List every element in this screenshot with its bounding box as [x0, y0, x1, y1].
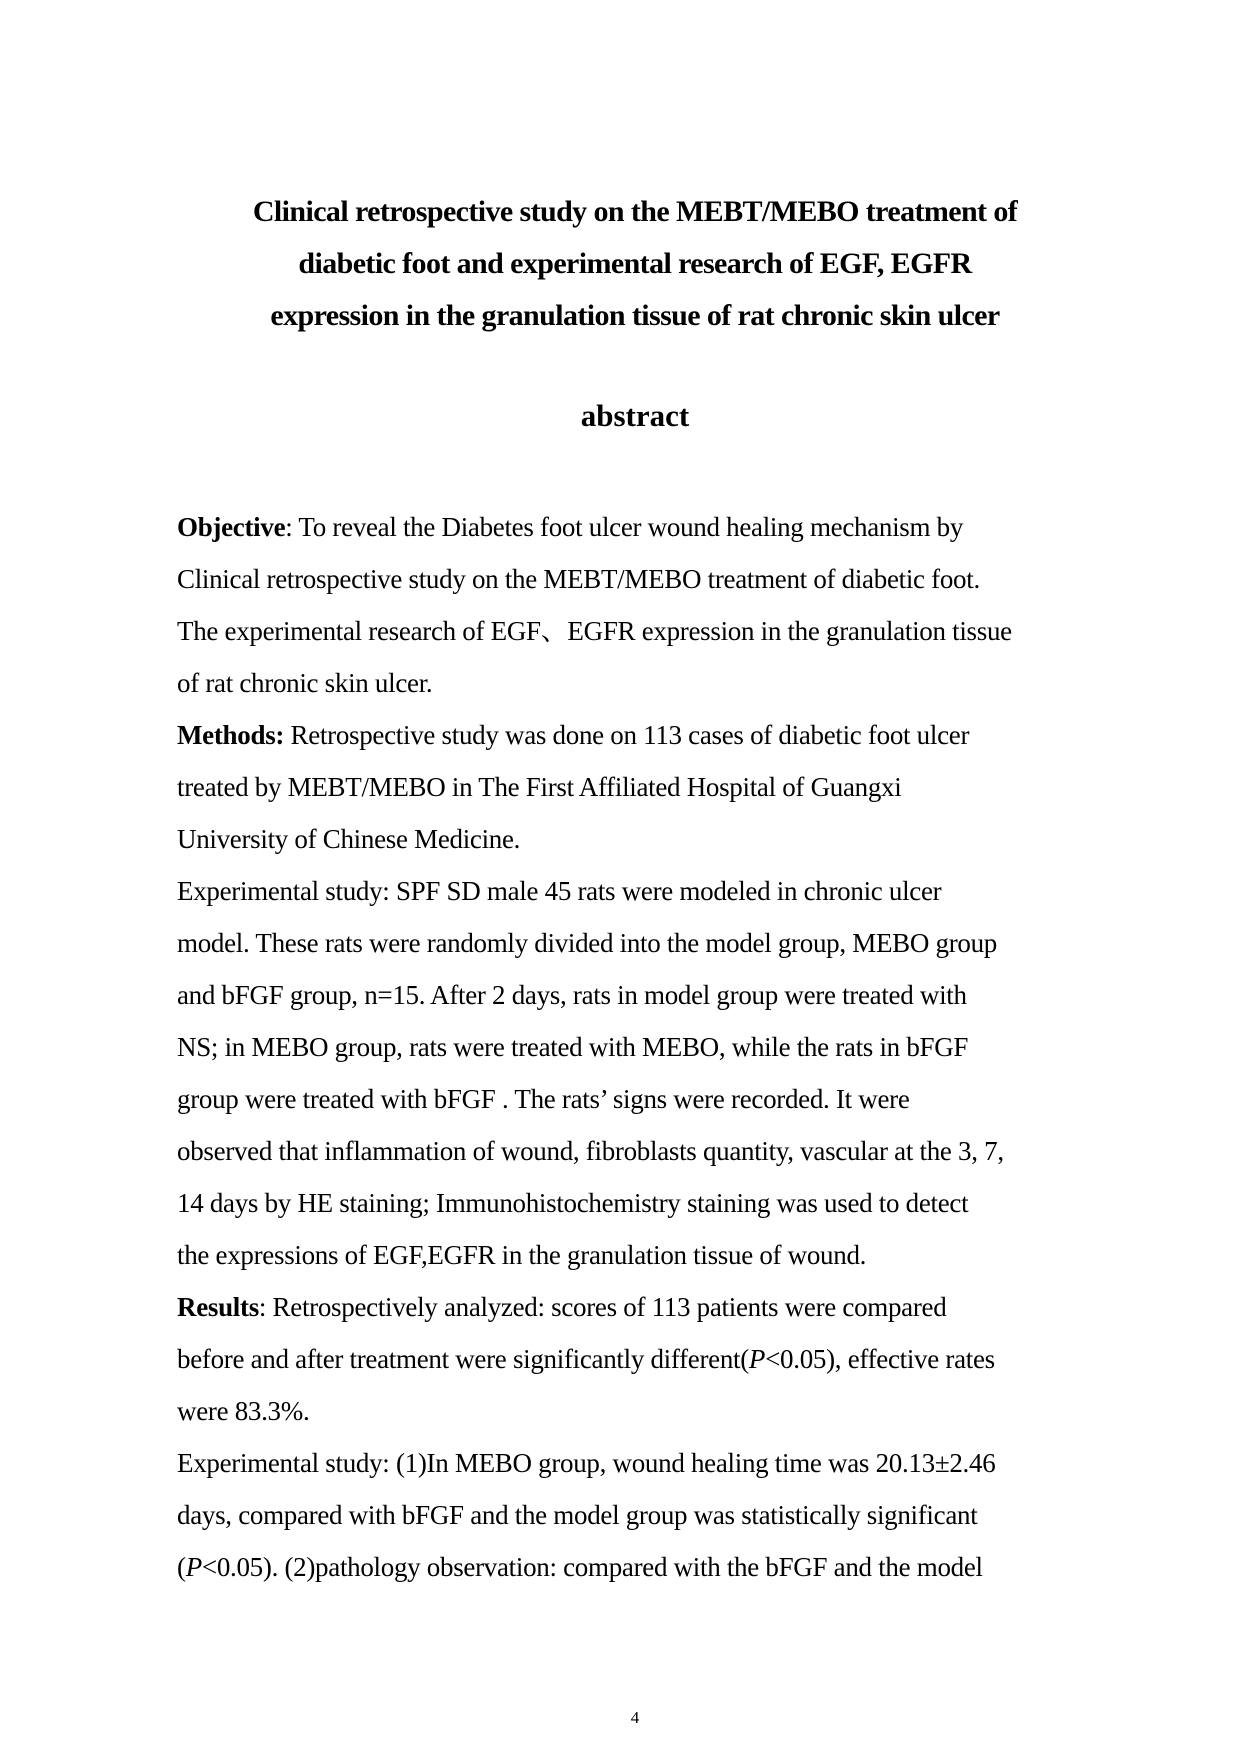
- results-text-1: : Retrospectively analyzed: scores of 113 patients were compared: [258, 1292, 947, 1322]
- page-number: 4: [630, 1708, 640, 1727]
- experimental-methods-line-1: Experimental study: SPF SD male 45 rats were modeled in chronic ulcer: [177, 876, 942, 906]
- results-text-2a: before and after treatment were significantly different(: [177, 1344, 749, 1374]
- experimental-results-line-1: Experimental study: (1)In MEBO group, wound healing time was 20.13±2.46: [177, 1448, 996, 1478]
- experimental-results-text-3: <0.05). (2)pathology observation: compared with the bFGF and the model: [201, 1552, 983, 1582]
- methods-label: Methods:: [177, 720, 285, 750]
- objective-line-1: [177, 501, 1107, 553]
- methods-line-3: University of Chinese Medicine.: [177, 824, 521, 854]
- title-line-2: diabetic foot and experimental research of EGF, EGFR: [298, 247, 972, 280]
- experimental-methods-line-3: and bFGF group, n=15. After 2 days, rats in model group were treated with: [177, 980, 967, 1010]
- methods-line-2: treated by MEBT/MEBO in The First Affiliated Hospital of Guangxi: [177, 772, 902, 802]
- experimental-methods-line-6: observed that inflammation of wound, fibroblasts quantity, vascular at the 3, 7,: [177, 1136, 1004, 1166]
- title-line-1: Clinical retrospective study on the MEBT/MEBO treatment of: [252, 195, 1018, 228]
- results-line-2: [177, 1333, 1107, 1385]
- objective-line-4: of rat chronic skin ulcer.: [177, 668, 433, 698]
- experimental-methods-line-5: group were treated with bFGF . The rats’ signs were recorded. It were: [177, 1084, 910, 1114]
- experimental-methods-line-4: NS; in MEBO group, rats were treated with MEBO, while the rats in bFGF: [177, 1032, 969, 1062]
- p-value-symbol: P: [748, 1344, 766, 1374]
- abstract-heading: abstract: [580, 398, 690, 433]
- experimental-methods-line-8: the expressions of EGF,EGFR in the granulation tissue of wound.: [177, 1240, 867, 1270]
- objective-line-2: Clinical retrospective study on the MEBT/MEBO treatment of diabetic foot.: [177, 564, 980, 594]
- experimental-methods-line-7: 14 days by HE staining; Immunohistochemistry staining was used to detect: [177, 1188, 969, 1218]
- results-text-2b: <0.05), effective rates: [765, 1344, 995, 1374]
- p-value-symbol: P: [185, 1552, 202, 1582]
- experimental-results-line-3: [177, 1541, 1107, 1593]
- experimental-results-line-2: days, compared with bFGF and the model group was statistically significant: [177, 1500, 978, 1530]
- objective-line-3: The experimental research of EGF、EGFR expression in the granulation tissue: [177, 616, 1012, 646]
- paper-title: [170, 186, 1100, 342]
- title-line-3: expression in the granulation tissue of rat chronic skin ulcer: [270, 299, 1000, 332]
- results-line-1: [177, 1281, 1107, 1333]
- objective-text-1: : To reveal the Diabetes foot ulcer wound healing mechanism by: [285, 512, 964, 542]
- experimental-results-open-paren: (: [177, 1552, 186, 1582]
- methods-text-1: Retrospective study was done on 113 cases of diabetic foot ulcer: [284, 720, 970, 750]
- abstract-body: [177, 501, 1107, 1593]
- methods-line-1: [177, 709, 1107, 761]
- objective-label: Objective: [177, 512, 286, 542]
- experimental-methods-line-2: model. These rats were randomly divided into the model group, MEBO group: [177, 928, 997, 958]
- results-line-3: were 83.3%.: [177, 1396, 310, 1426]
- results-label: Results: [177, 1292, 259, 1322]
